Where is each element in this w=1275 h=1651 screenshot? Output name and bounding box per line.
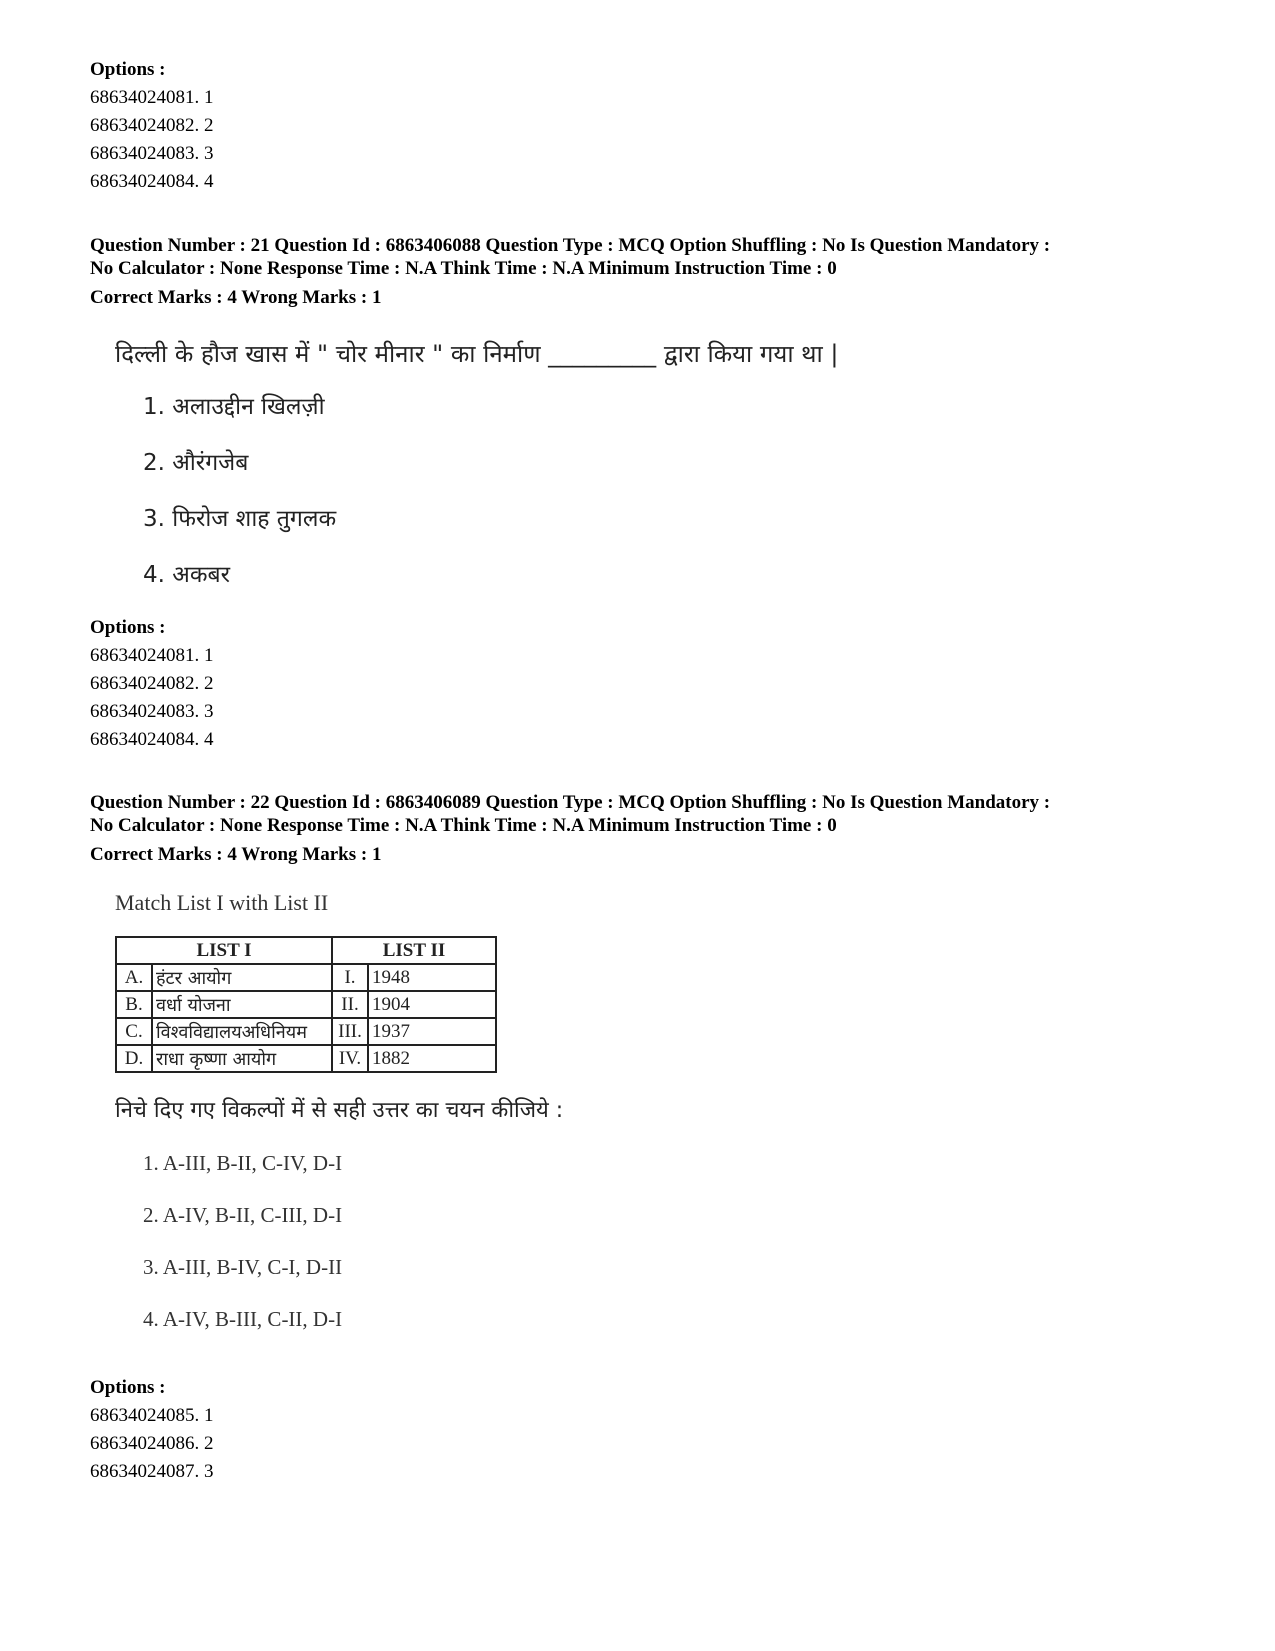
list-2-header: LIST II [332,937,496,964]
question-meta-line: No Calculator : None Response Time : N.A Think Time : N.A Minimum Instruction Time : 0 [90,258,837,279]
previous-question-options [90,56,1210,196]
options-label: Options : [90,59,166,80]
answer-choice: 4. अकबर [143,562,231,588]
list-1-item: विश्वविद्यालयअधिनियम [152,1018,332,1045]
option-item: 68634024083. 3 [90,701,214,722]
list-2-numeral: I. [332,964,368,991]
option-item: 68634024083. 3 [90,143,214,164]
list-2-numeral: IV. [332,1045,368,1072]
question-21-header [90,234,1210,312]
question-intro: Match List I with List II [115,890,329,915]
table-row [116,964,496,991]
answer-choice: 2. A-IV, B-II, C-III, D-I [143,1203,343,1227]
list-1-header: LIST I [116,937,332,964]
question-22-body [115,888,563,1333]
question-21-body [115,338,838,590]
question-meta-line: Question Number : 22 Question Id : 6863406089 Question Type : MCQ Option Shuffling : No Is Question Mandatory : [90,792,1051,813]
table-row [116,991,496,1018]
options-label: Options : [90,617,166,638]
answer-choice: 1. A-III, B-II, C-IV, D-I [143,1151,343,1175]
marks-line: Correct Marks : 4 Wrong Marks : 1 [90,287,382,308]
list-2-year: 1937 [368,1018,496,1045]
option-item: 68634024085. 1 [90,1405,214,1426]
answer-choice: 3. A-III, B-IV, C-I, D-II [143,1255,343,1279]
question-meta-line: No Calculator : None Response Time : N.A Think Time : N.A Minimum Instruction Time : 0 [90,815,837,836]
answer-choice: 2. औरंगजेब [143,450,249,476]
option-item: 68634024086. 2 [90,1433,214,1454]
list-1-item: राधा कृष्णा आयोग [152,1045,332,1072]
option-item: 68634024081. 1 [90,87,214,108]
option-item: 68634024084. 4 [90,729,214,750]
option-item: 68634024087. 3 [90,1461,214,1482]
question-21-options [90,614,1210,754]
list-2-year: 1948 [368,964,496,991]
list-1-letter: D. [116,1045,152,1072]
list-1-item: वर्धा योजना [152,991,332,1018]
list-1-item: हंटर आयोग [152,964,332,991]
list-1-letter: C. [116,1018,152,1045]
list-2-year: 1904 [368,991,496,1018]
list-1-letter: B. [116,991,152,1018]
option-item: 68634024081. 1 [90,645,214,666]
option-item: 68634024082. 2 [90,115,214,136]
marks-line: Correct Marks : 4 Wrong Marks : 1 [90,844,382,865]
question-22-header [90,791,1210,869]
answer-choice: 1. अलाउद्दीन खिलज़ी [143,394,325,420]
list-2-numeral: III. [332,1018,368,1045]
answer-choice: 3. फिरोज शाह तुगलक [143,506,337,532]
question-meta-line: Question Number : 21 Question Id : 6863406088 Question Type : MCQ Option Shuffling : No Is Question Mandatory : [90,235,1051,256]
options-label: Options : [90,1377,166,1398]
match-table-header-row [116,937,496,964]
list-2-numeral: II. [332,991,368,1018]
option-item: 68634024082. 2 [90,673,214,694]
question-instruction: निचे दिए गए विकल्पों में से सही उत्तर का चयन कीजिये : [115,1098,564,1123]
match-table [115,936,497,1073]
table-row [116,1045,496,1072]
list-2-year: 1882 [368,1045,496,1072]
question-text: दिल्ली के हौज खास में " चोर मीनार " का निर्माण _________ द्वारा किया गया था | [115,340,839,368]
list-1-letter: A. [116,964,152,991]
question-22-options [90,1374,1210,1486]
table-row [116,1018,496,1045]
answer-choice: 4. A-IV, B-III, C-II, D-I [143,1307,343,1331]
option-item: 68634024084. 4 [90,171,214,192]
